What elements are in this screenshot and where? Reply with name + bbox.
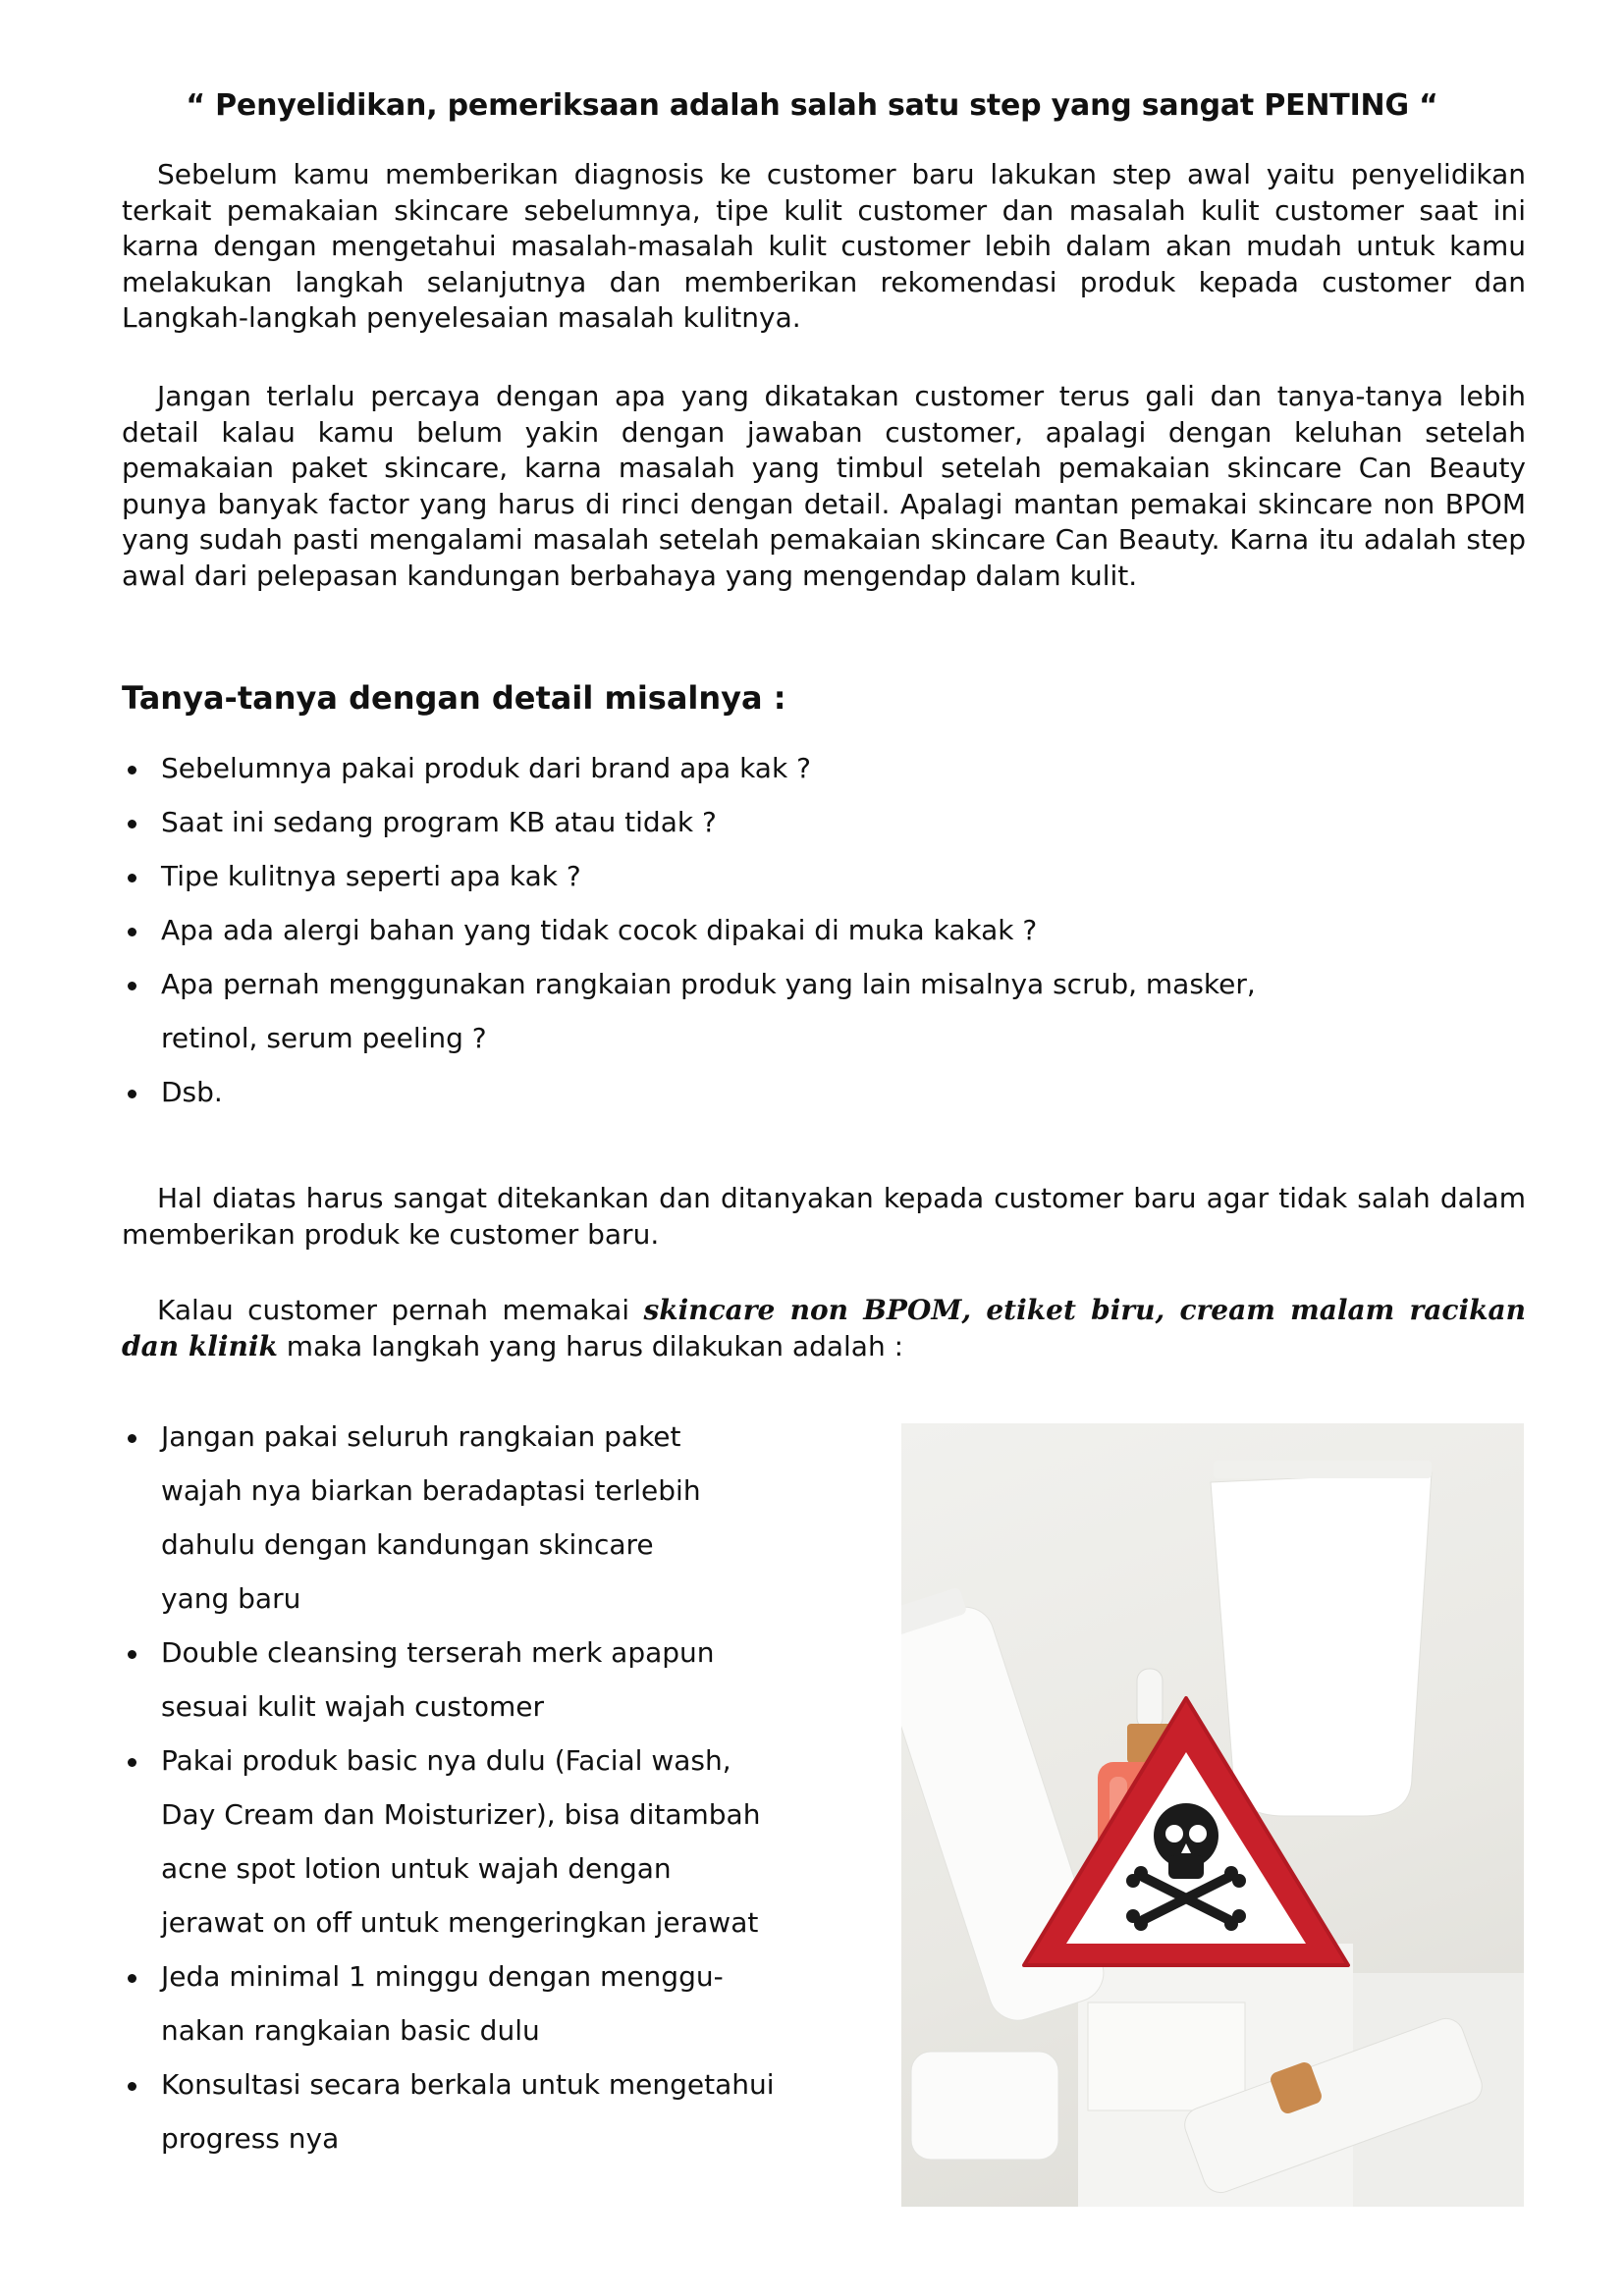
steps-intro-paragraph (122, 1293, 1526, 1364)
list-item: Jangan pakai seluruh rangkaian paket wajah nya biarkan beradaptasi terlebih dahulu dengan kandungan skincare yang baru (122, 1410, 848, 1626)
section-heading: Tanya-tanya dengan detail misalnya : (122, 679, 786, 717)
steps-intro-text: Kalau customer pernah memakai (157, 1294, 644, 1326)
skincare-warning-photo (901, 1423, 1524, 2207)
page-title: “ Penyelidikan, pemeriksaan adalah salah satu step yang sangat PENTING “ (186, 88, 1438, 123)
steps-list (122, 1410, 848, 2165)
list-item: Tipe kulitnya seperti apa kak ? (122, 849, 1526, 903)
list-item: Konsultasi secara berkala untuk mengetahui progress nya (122, 2057, 848, 2165)
list-item: Sebelumnya pakai produk dari brand apa kak ? (122, 741, 1526, 795)
question-list (122, 741, 1526, 1119)
list-item: Double cleansing terserah merk apapun sesuai kulit wajah customer (122, 1626, 848, 1734)
intro-paragraph: Sebelum kamu memberikan diagnosis ke customer baru lakukan step awal yaitu penyelidikan terkait pemakaian skincare sebelumnya, tipe kulit customer dan masalah kulit customer saat ini karna dengan mengetahui masalah-masalah kulit customer lebih dalam akan mudah untuk kamu melakukan langkah selanjutnya dan memberikan rekomendasi produk kepada customer dan Langkah-langkah penyelesaian masalah kulitnya. (122, 158, 1526, 334)
warning-paragraph: Jangan terlalu percaya dengan apa yang dikatakan customer terus gali dan tanya-tanya lebih detail kalau kamu belum yakin dengan jawaban customer, apalagi dengan keluhan setelah pemakaian paket skincare, karna masalah yang timbul setelah pemakaian skincare Can Beauty punya banyak factor yang harus di rinci dengan detail. Apalagi mantan pemakai skincare non BPOM yang sudah pasti mengalami masalah setelah pemakaian skincare Can Beauty. Karna itu adalah step awal dari pelepasan kandungan berbahaya yang mengendap dalam kulit. (122, 380, 1526, 592)
list-item: Pakai produk basic nya dulu (Facial wash, Day Cream dan Moisturizer), bisa ditambah acne spot lotion untuk wajah dengan jerawat on off untuk mengeringkan jerawat (122, 1734, 848, 1949)
list-item: Dsb. (122, 1065, 1526, 1119)
list-item: Apa ada alergi bahan yang tidak cocok dipakai di muka kakak ? (122, 903, 1526, 957)
list-item: Saat ini sedang program KB atau tidak ? (122, 795, 1526, 849)
steps-intro-text-end: maka langkah yang harus dilakukan adalah : (277, 1329, 904, 1362)
steps-intro-emphasis: skincare non BPOM, etiket biru, cream malam racikan dan klinik (122, 1294, 1526, 1362)
emphasis-paragraph: Hal diatas harus sangat ditekankan dan ditanyakan kepada customer baru agar tidak salah dalam memberikan produk ke customer baru. (122, 1182, 1526, 1251)
list-item: Apa pernah menggunakan rangkaian produk yang lain misalnya scrub, masker, retinol, serum peeling ? (122, 957, 1320, 1065)
list-item: Jeda minimal 1 minggu dengan menggu- nakan rangkaian basic dulu (122, 1949, 848, 2057)
